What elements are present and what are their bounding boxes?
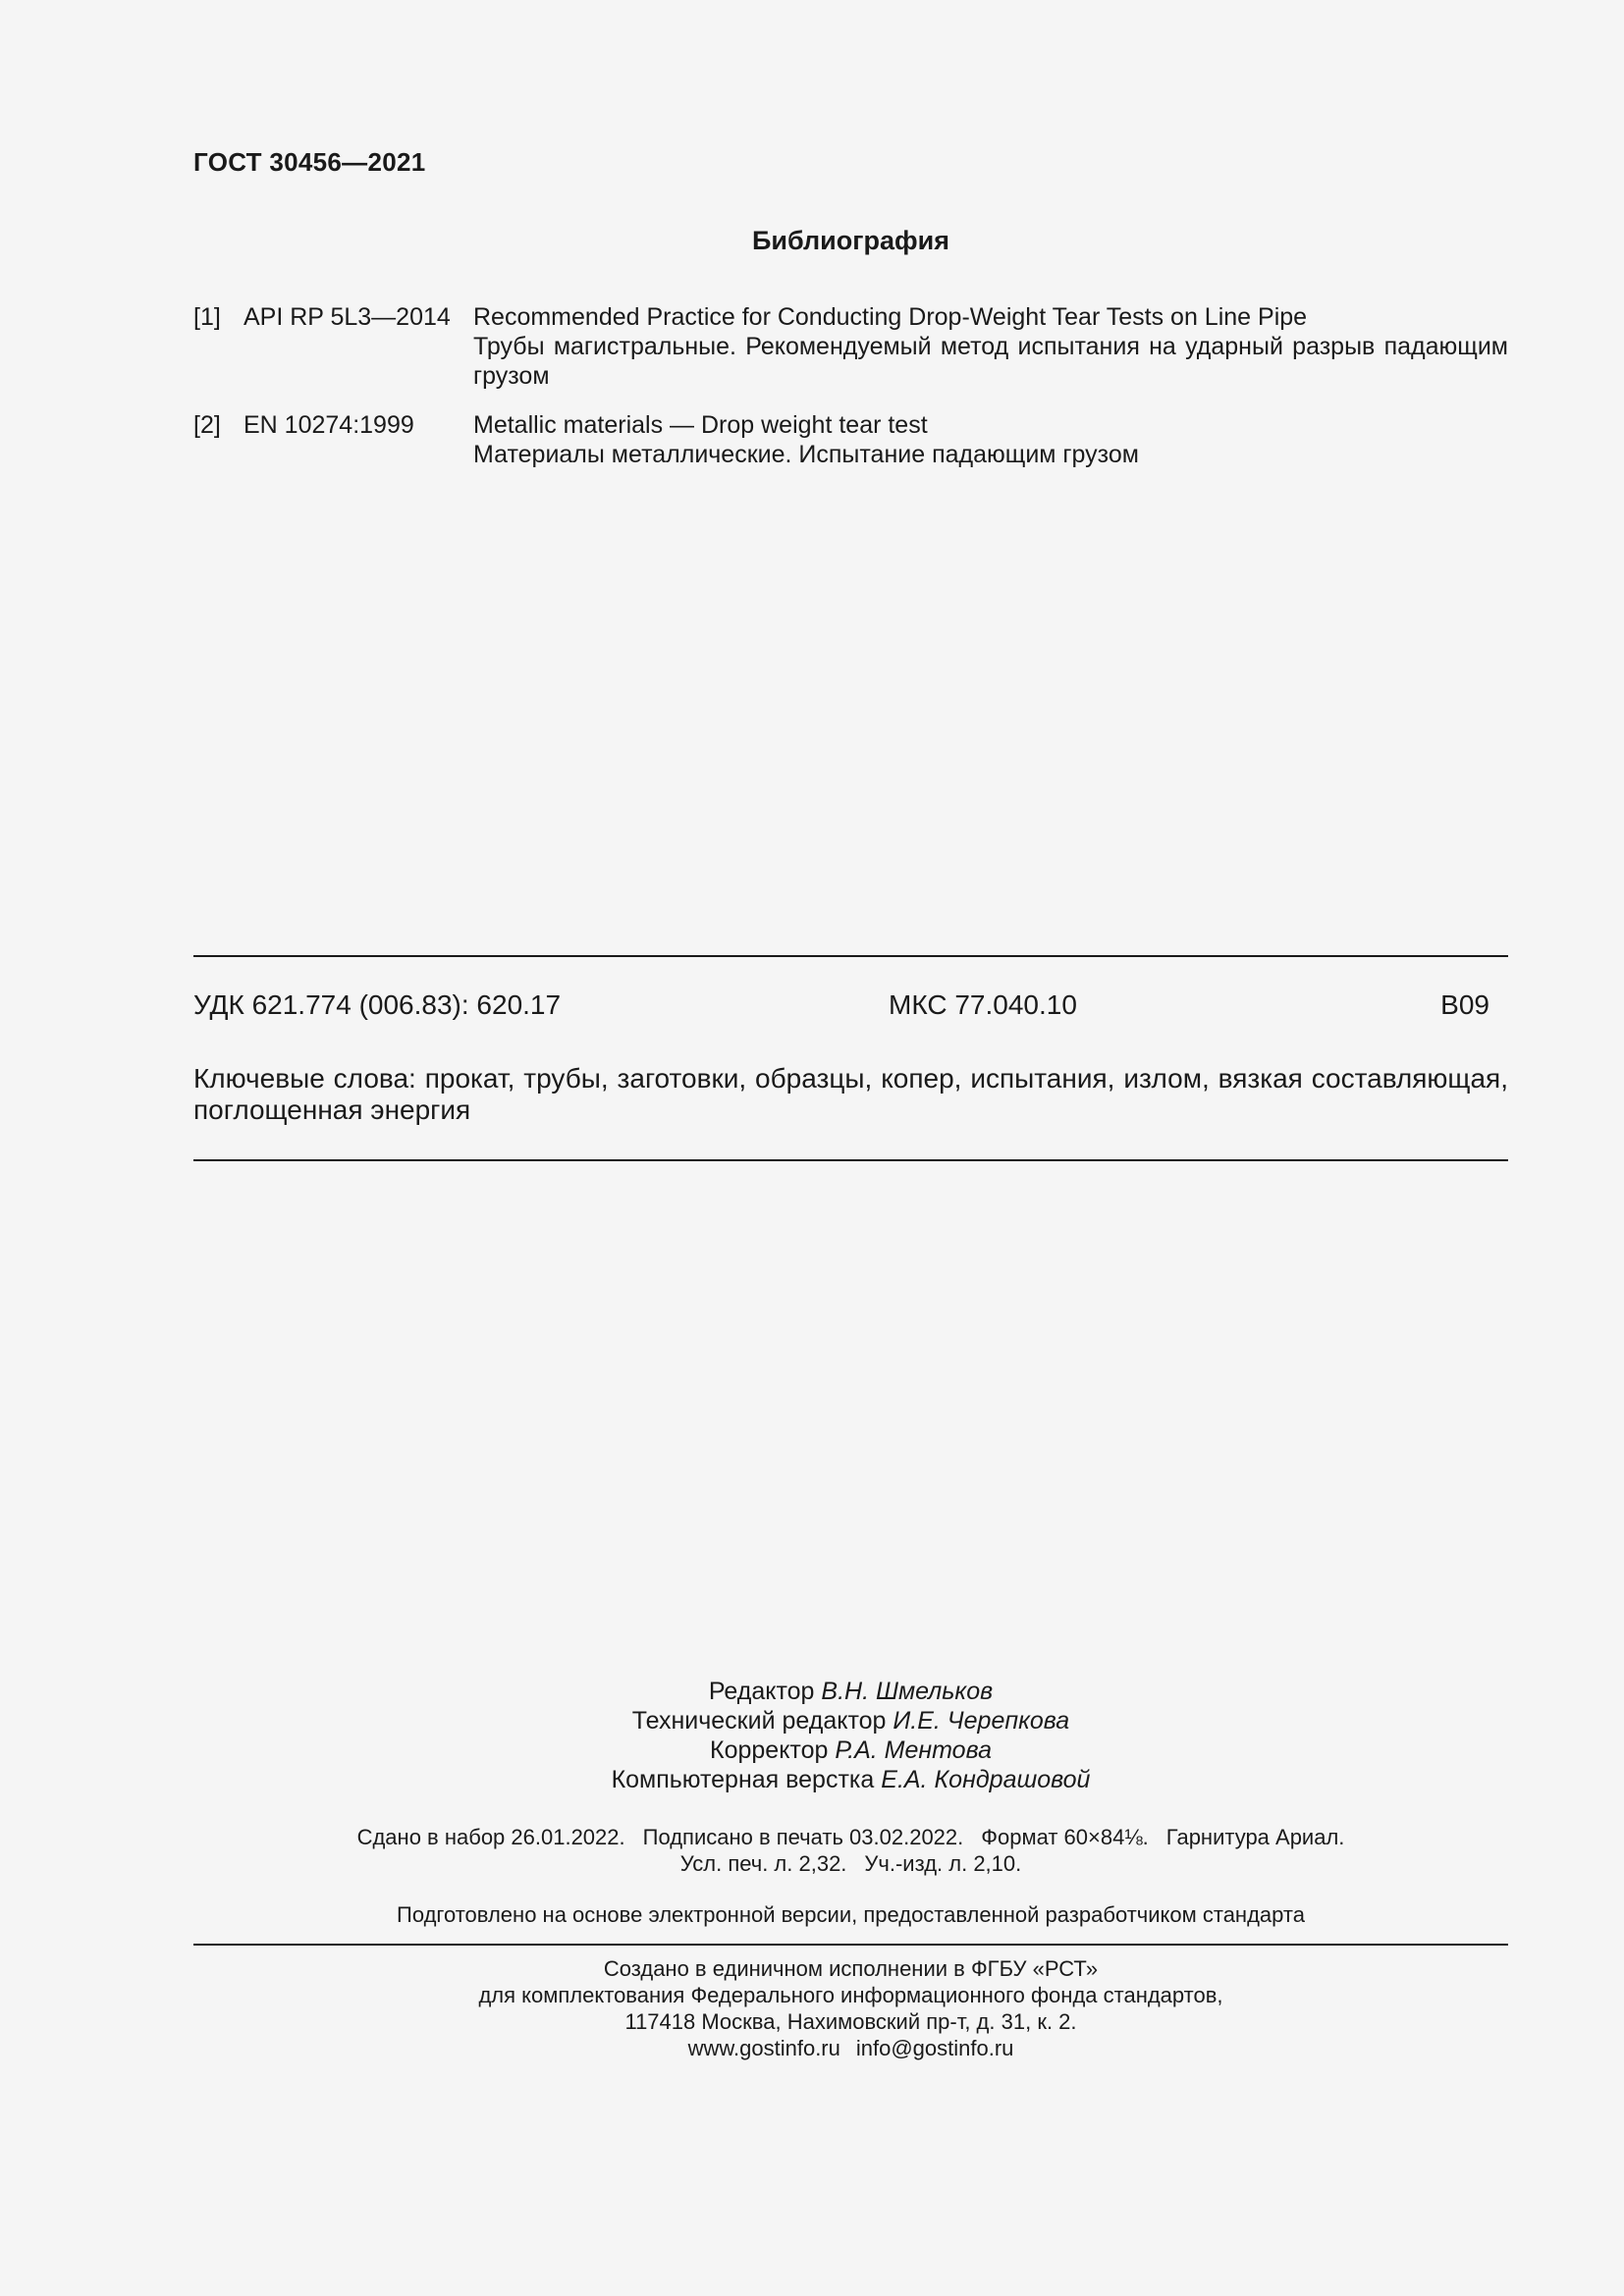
entry-number: [1] (193, 303, 221, 331)
entry-number: [2] (193, 411, 221, 439)
print-info-line (193, 1850, 1508, 1877)
entry-description (473, 410, 1508, 469)
submitted-date: Сдано в набор 26.01.2022. (356, 1825, 625, 1849)
keywords (193, 1063, 1508, 1126)
bibliography-title: Библиография (752, 226, 949, 255)
website-link[interactable]: www.gostinfo.ru (687, 2036, 840, 2060)
staff-name: В.Н. Шмельков (821, 1678, 994, 1705)
staff-role: Корректор (710, 1736, 829, 1764)
staff-role: Компьютерная верстка (611, 1766, 875, 1793)
print-sheets: Усл. печ. л. 2,32. (679, 1851, 847, 1876)
publisher-contacts (193, 2035, 1508, 2061)
staff-name: И.Е. Черепкова (893, 1707, 1070, 1735)
mks-code: МКС 77.040.10 (889, 989, 1077, 1020)
staff-role: Технический редактор (631, 1707, 887, 1735)
entry-code: API RP 5L3—2014 (244, 303, 451, 331)
keywords-line: поглощенная энергия (193, 1095, 471, 1125)
paper-format: Формат 60×84⅛. (981, 1825, 1149, 1849)
staff-name: Е.А. Кондрашовой (881, 1766, 1091, 1793)
editorial-staff (193, 1677, 1508, 1794)
bibliography-entry (193, 410, 1508, 469)
entry-code: EN 10274:1999 (244, 411, 414, 439)
staff-role: Редактор (708, 1678, 815, 1705)
staff-line (193, 1677, 1508, 1706)
entry-title-en: Metallic materials — Drop weight tear test (473, 411, 928, 439)
divider (193, 955, 1508, 957)
entry-title-ru: Материалы металлические. Испытание падающим грузом (473, 441, 1139, 468)
staff-line (193, 1765, 1508, 1794)
prepared-note: Подготовлено на основе электронной версии, предоставленной разработчиком стандарта (397, 1902, 1305, 1927)
staff-line (193, 1706, 1508, 1735)
signed-date: Подписано в печать 03.02.2022. (642, 1825, 964, 1849)
divider (193, 1944, 1508, 1946)
print-info-line (193, 1824, 1508, 1850)
entry-title-en: Recommended Practice for Conducting Drop-Weight Tear Tests on Line Pipe (473, 303, 1308, 331)
entry-description (473, 302, 1508, 391)
staff-line (193, 1735, 1508, 1765)
entry-title-ru-cont: грузом (473, 362, 550, 390)
publishing-sheets: Уч.-изд. л. 2,10. (864, 1851, 1022, 1876)
document-number: ГОСТ 30456—2021 (193, 147, 426, 177)
publisher-line: для комплектования Федерального информационного фонда стандартов, (478, 1983, 1223, 2007)
bibliography-list (193, 302, 1508, 489)
entry-title-ru: Трубы магистральные. Рекомендуемый метод испытания на ударный разрыв падающим (473, 333, 1508, 360)
bibliography-entry (193, 302, 1508, 391)
email-link[interactable]: info@gostinfo.ru (855, 2036, 1014, 2060)
typeface: Гарнитура Ариал. (1165, 1825, 1345, 1849)
staff-name: Р.А. Ментова (835, 1736, 992, 1764)
publisher-info (193, 1955, 1508, 2061)
print-information (193, 1824, 1508, 1877)
okstu-code: В09 (1440, 989, 1489, 1020)
udk-code: УДК 621.774 (006.83): 620.17 (193, 989, 562, 1020)
publisher-line: Создано в единичном исполнении в ФГБУ «РСТ» (603, 1956, 1099, 1981)
divider (193, 1159, 1508, 1161)
keywords-line: Ключевые слова: прокат, трубы, заготовки, образцы, копер, испытания, излом, вязкая составляющая, (193, 1063, 1508, 1094)
publisher-address: 117418 Москва, Нахимовский пр-т, д. 31, к. 2. (624, 2009, 1077, 2034)
